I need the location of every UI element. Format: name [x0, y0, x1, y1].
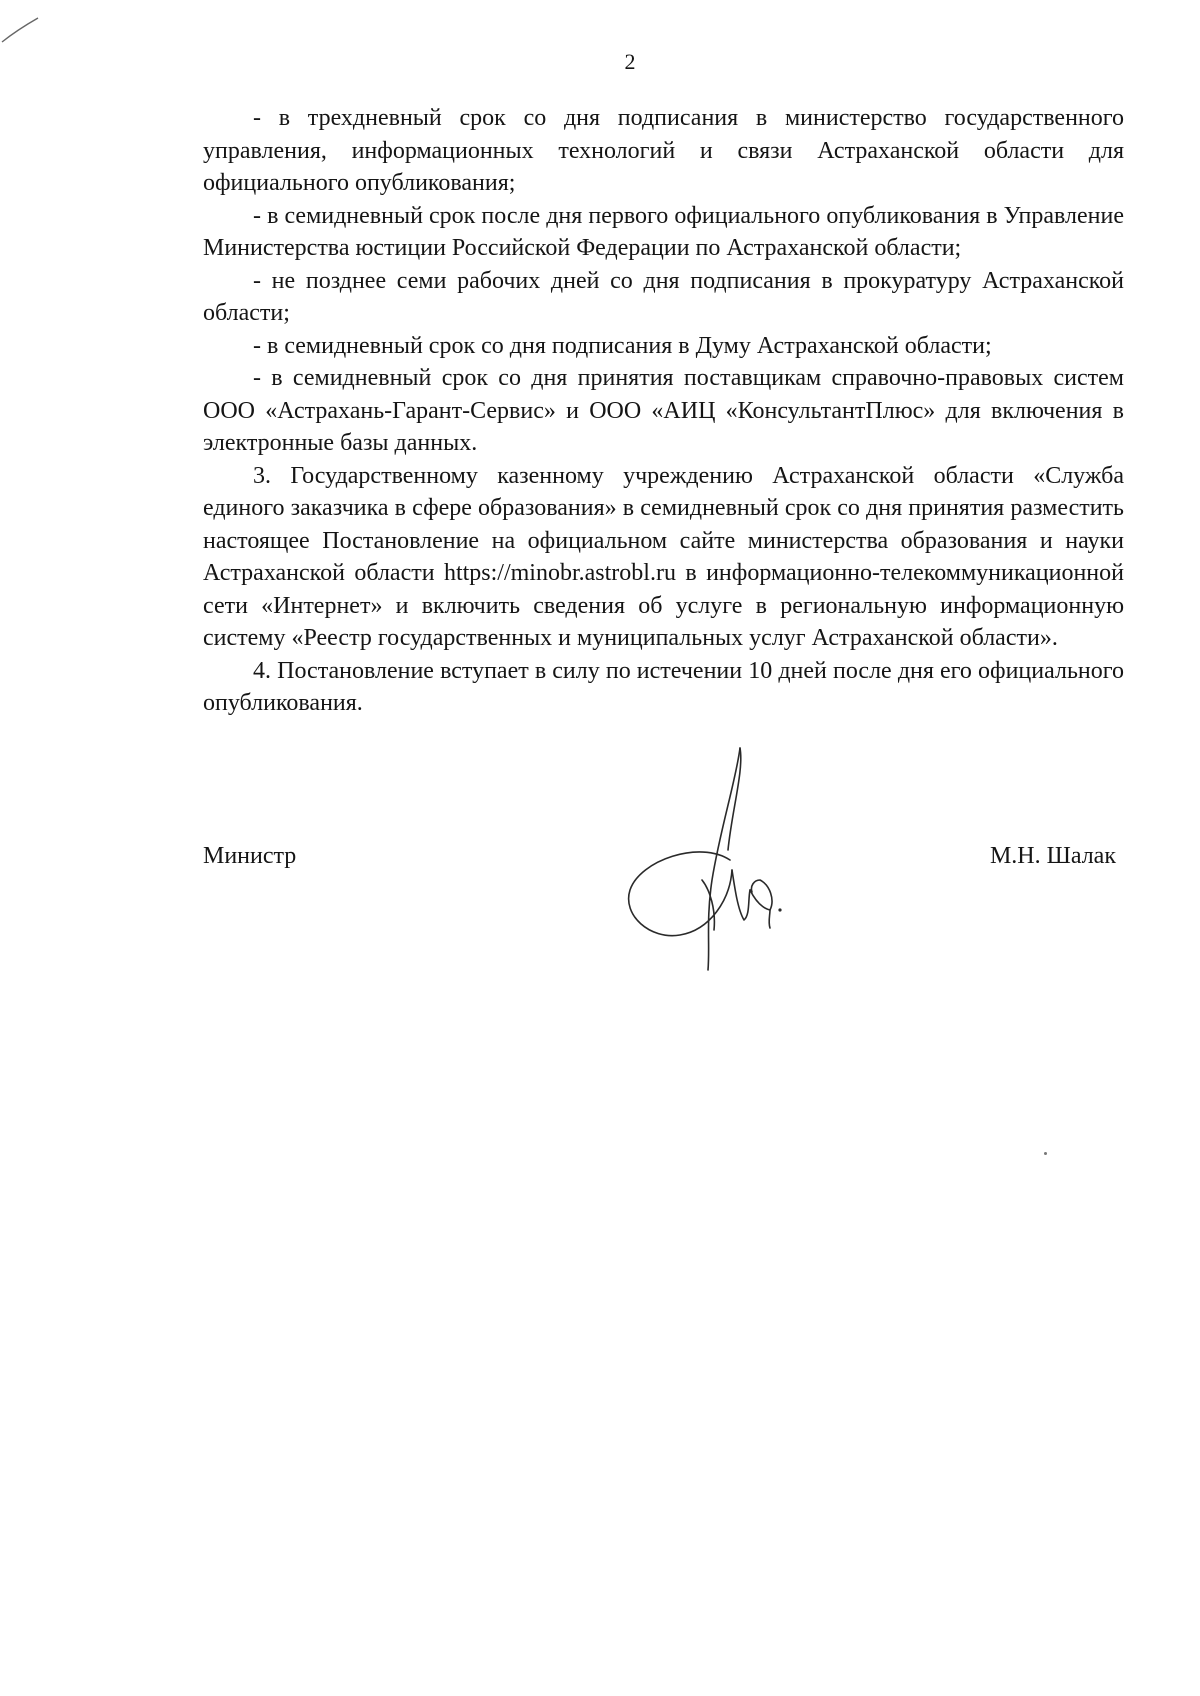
scan-mark-icon: [0, 14, 40, 44]
paragraph-item-2: - в семидневный срок после дня первого официального опубликования в Управление Министерства юстиции Российской Федерации по Астраханской области;: [203, 202, 1124, 261]
page-number: 2: [624, 49, 636, 74]
paragraph-item-5: - в семидневный срок со дня принятия поставщикам справочно-правовых систем ООО «Астрахань-Гарант-Сервис» и ООО «АИЦ «КонсультантПлюс» для включения в электронные базы данных.: [203, 365, 1124, 456]
paragraph-clause-4: 4. Постановление вступает в силу по истечении 10 дней после дня его официального опубликования.: [203, 657, 1124, 716]
paragraph-item-4: - в семидневный срок со дня подписания в Думу Астраханской области;: [253, 332, 992, 359]
position-title: Министр: [203, 843, 297, 869]
scan-speck: [1044, 1152, 1047, 1155]
handwritten-signature-icon: [620, 740, 800, 980]
signatory-name: М.Н. Шалак: [989, 843, 1116, 869]
paragraph-item-3: - не позднее семи рабочих дней со дня подписания в прокуратуру Астраханской области;: [203, 267, 1124, 326]
paragraph-clause-3: 3. Государственному казенному учреждению Астраханской области «Служба единого заказчика в сфере образования» в семидневный срок со дня принятия разместить настоящее Постановление на официальном сайте министерства образования и науки Астраханской области https://minobr.astrobl.ru в информационно-телекоммуникационной сети «Интернет» и включить сведения об услуге в региональную информационную систему «Реестр государственных и муниципальных услуг Астраханской области».: [203, 462, 1124, 651]
paragraph-item-1: - в трехдневный срок со дня подписания в министерство государственного управления, информационных технологий и связи Астраханской области для официального опубликования;: [203, 105, 1124, 196]
document-body: [203, 102, 1124, 720]
